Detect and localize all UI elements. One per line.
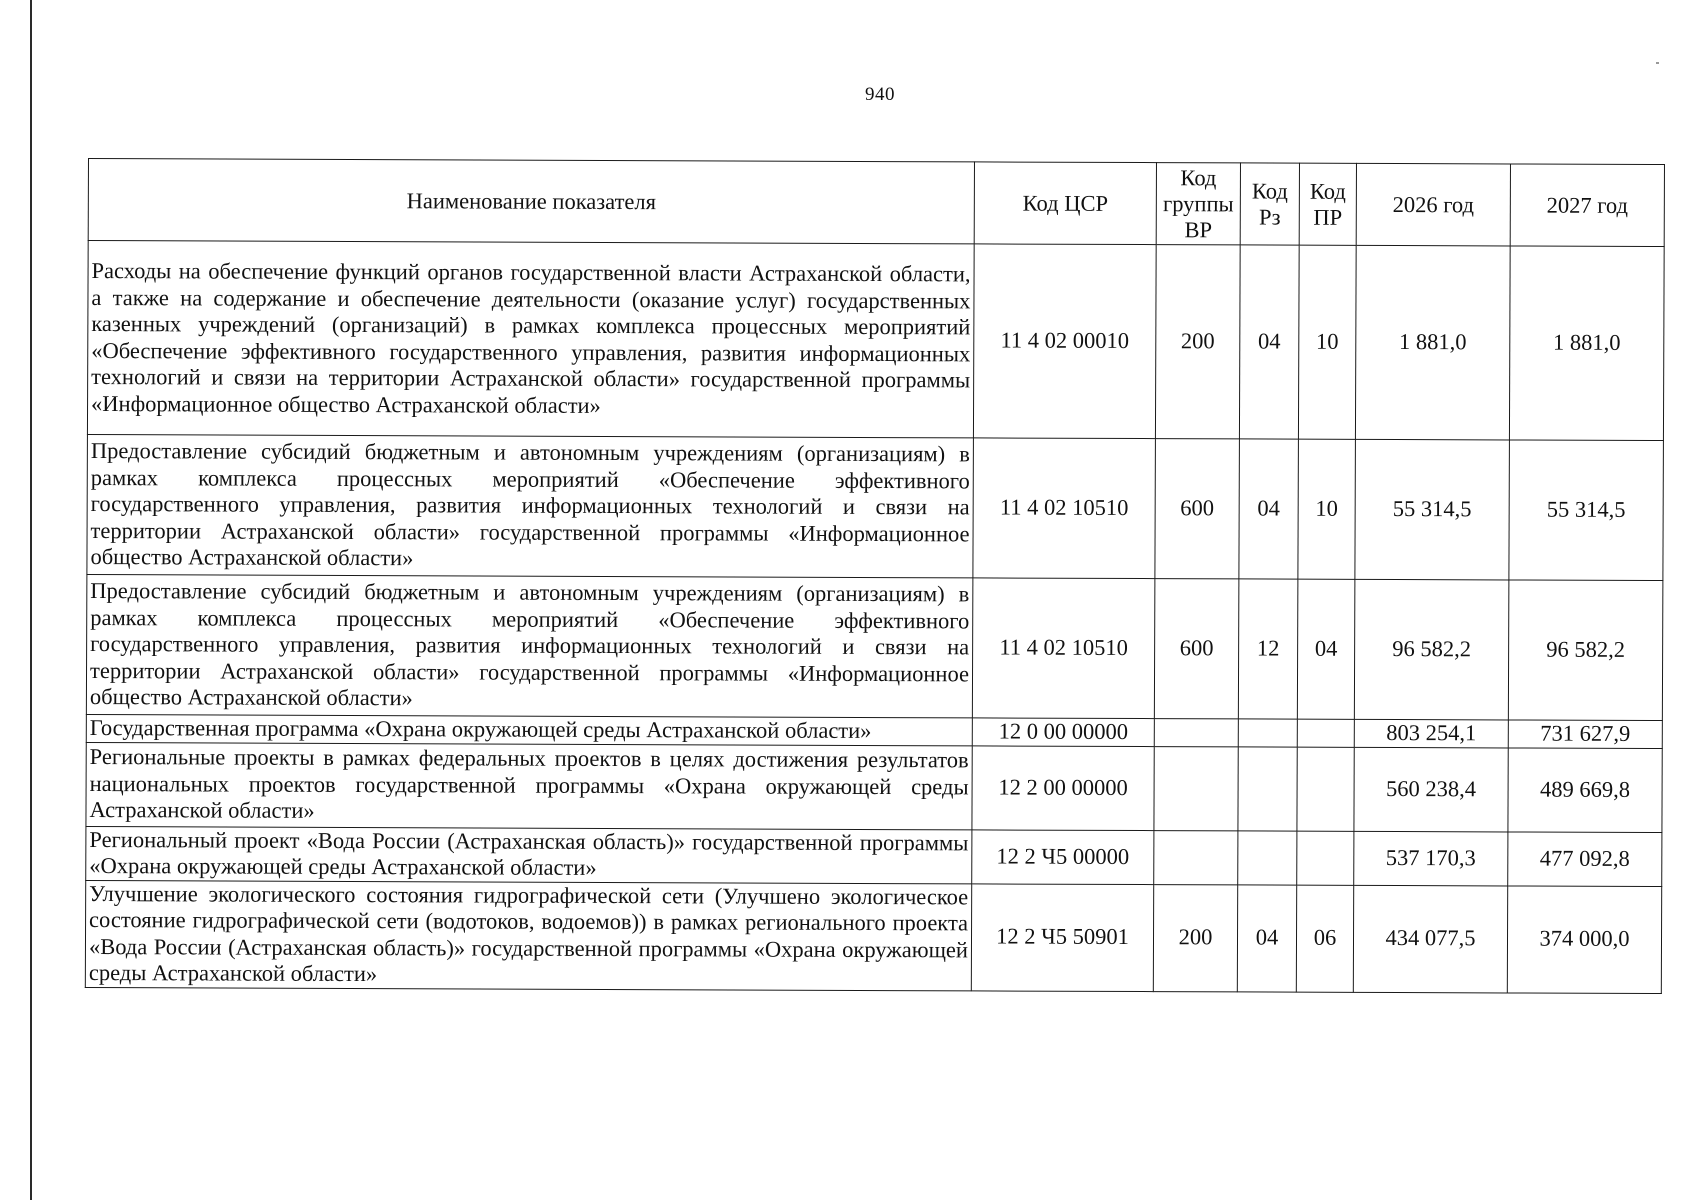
row-2027-cell: 477 092,8 — [1508, 831, 1662, 886]
header-vr-code: Код группы ВР — [1156, 163, 1240, 245]
row-vr-cell — [1154, 830, 1238, 884]
row-2026-cell: 537 170,3 — [1354, 831, 1508, 886]
table-row — [85, 880, 1661, 993]
row-2026-cell: 560 238,4 — [1354, 747, 1508, 832]
table-row — [87, 241, 1664, 441]
row-2026-cell: 55 314,5 — [1355, 439, 1510, 580]
row-pr-cell — [1297, 747, 1354, 831]
row-rz-cell: 04 — [1239, 245, 1299, 439]
row-pr-cell: 10 — [1298, 439, 1356, 579]
row-csr-cell: 12 2 00 00000 — [972, 745, 1154, 830]
row-pr-cell: 04 — [1297, 579, 1355, 719]
row-2027-cell: 1 881,0 — [1509, 246, 1664, 441]
row-csr-cell: 11 4 02 00010 — [973, 244, 1156, 439]
row-2026-cell: 96 582,2 — [1354, 579, 1509, 720]
row-rz-cell — [1238, 830, 1297, 884]
row-pr-cell: 10 — [1298, 245, 1356, 439]
row-vr-cell — [1154, 746, 1238, 830]
header-csr-code: Код ЦСР — [974, 162, 1156, 245]
row-2027-cell: 489 669,8 — [1508, 747, 1662, 832]
row-csr-cell: 12 0 00 00000 — [972, 718, 1154, 746]
row-2027-cell: 731 627,9 — [1508, 720, 1662, 748]
table-row — [86, 574, 1663, 720]
header-rz-code: Код Рз — [1240, 163, 1299, 245]
table-row — [86, 826, 1662, 886]
row-pr-cell — [1297, 719, 1354, 747]
row-rz-cell: 04 — [1239, 439, 1299, 579]
row-pr-cell: 06 — [1296, 885, 1353, 992]
row-name-cell: Предоставление субсидий бюджетным и автономным учреждениям (организациям) в рамках комплекса процессных мероприятий «Обеспечение эффективного государственного управления, развития информационных технологий и связи на территории Астраханской области» государственной программы «Информационное общество Астраханской области» — [87, 434, 974, 577]
row-rz-cell — [1238, 719, 1297, 747]
row-vr-cell — [1154, 719, 1238, 747]
row-csr-cell: 11 4 02 10510 — [973, 438, 1156, 579]
row-name-cell: Государственная программа «Охрана окружающей среды Астраханской области» — [86, 714, 972, 745]
row-csr-cell: 12 2 Ч5 00000 — [972, 829, 1154, 884]
row-name-cell: Предоставление субсидий бюджетным и автономным учреждениям (организациям) в рамках комплекса процессных мероприятий «Обеспечение эффективного государственного управления, развития информационных технологий и связи на территории Астраханской области» государственной программы «Информационное общество Астраханской области» — [86, 574, 973, 717]
row-rz-cell — [1238, 746, 1297, 830]
row-rz-cell: 04 — [1237, 884, 1296, 991]
row-2026-cell: 803 254,1 — [1354, 719, 1508, 747]
header-name: Наименование показателя — [88, 159, 974, 244]
row-csr-cell: 11 4 02 10510 — [972, 578, 1155, 719]
row-2027-cell: 96 582,2 — [1508, 580, 1663, 721]
row-2027-cell: 55 314,5 — [1509, 440, 1664, 581]
row-2027-cell: 374 000,0 — [1507, 885, 1661, 993]
header-pr-code: Код ПР — [1299, 163, 1356, 245]
row-name-cell: Региональные проекты в рамках федеральных проектов в целях достижения результатов национальных проектов государственной программы «Охрана окружающей среды Астраханской области» — [86, 742, 972, 829]
row-pr-cell — [1297, 831, 1354, 885]
row-2026-cell: 434 077,5 — [1353, 885, 1507, 993]
table-row — [86, 742, 1662, 832]
row-vr-cell: 600 — [1154, 579, 1239, 719]
scan-left-edge-line — [30, 0, 32, 1200]
scan-dust-mark — [1656, 62, 1659, 64]
row-vr-cell: 200 — [1153, 884, 1237, 991]
row-csr-cell: 12 2 Ч5 50901 — [971, 883, 1153, 991]
table-header-row — [88, 159, 1664, 247]
row-name-cell: Региональный проект «Вода России (Астраханская область)» государственной программы «Охрана окружающей среды Астраханской области» — [86, 826, 972, 883]
page-number: 940 — [865, 84, 895, 105]
row-name-cell: Улучшение экологического состояния гидрографической сети (Улучшено экологическое состояние гидрографической сети (водотоков, водоемов)) в рамках регионального проекта «Вода России (Астраханская область)» государственной программы «Охрана окружающей среды Астраханской области» — [85, 880, 971, 990]
header-year-2027: 2027 год — [1510, 164, 1664, 247]
row-rz-cell: 12 — [1238, 579, 1298, 719]
row-vr-cell: 200 — [1155, 245, 1240, 439]
row-2026-cell: 1 881,0 — [1355, 245, 1510, 440]
row-vr-cell: 600 — [1155, 439, 1240, 579]
budget-table — [85, 158, 1665, 994]
header-year-2026: 2026 год — [1356, 163, 1510, 246]
table-row — [87, 434, 1664, 580]
row-name-cell: Расходы на обеспечение функций органов государственной власти Астраханской области, а также на содержание и обеспечение деятельности (оказание услуг) государственных казенных учреждений (организаций) в рамках комплекса процессных мероприятий «Обеспечение эффективного государственного управления, развития информационных технологий и связи на территории Астраханской области» государственной программы «Информационное общество Астраханской области» — [87, 241, 974, 438]
